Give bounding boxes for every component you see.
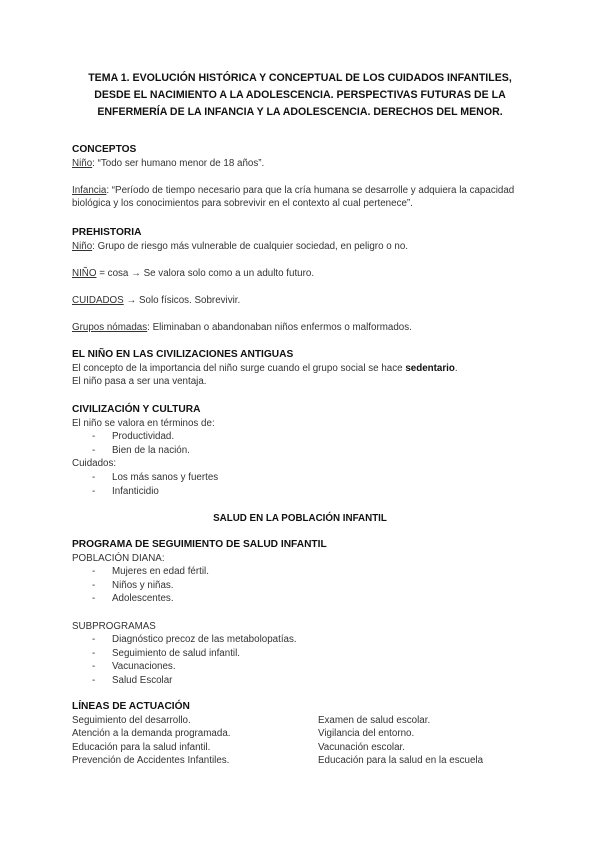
prehistoria-line-1 [72,240,528,254]
prehistoria-term-1: Niño [72,240,93,252]
conceptos-section [72,143,528,211]
lineas-right-item: Educación para la salud en la escuela [318,755,484,767]
antiguas-text-c: . [454,362,458,374]
nino-definition [72,157,528,171]
prehistoria-section [72,226,528,253]
antiguas-text-a: El concepto de la importancia del niño surge cuando el grupo social se hace [72,362,406,374]
programa-heading: PROGRAMA DE SEGUIMIENTO DE SALUD INFANTIL [72,539,327,550]
prehistoria-term-3: CUIDADOS [72,295,124,306]
subprogramas-list [72,633,528,687]
infancia-definition [72,184,528,211]
civilizacion-intro: El niño se valora en términos de: [72,417,215,429]
antiguas-line-1 [72,362,528,376]
antiguas-line-2: El niño pasa a ser una ventaja. [72,376,207,388]
lineas-right-item: Examen de salud escolar. [318,714,431,726]
prehistoria-text-2: = cosa → Se valora solo como a un adulto futuro. [96,268,315,279]
list-item [72,579,528,593]
prehistoria-line-3 [72,294,240,308]
lineas-left-item: Educación para la salud infantil. [72,741,211,753]
lineas-left-item: Prevención de Accidentes Infantiles. [72,755,230,767]
infancia-def-text: : “Período de tiempo necesario para que la cría humana se desarrolle y adquiera la capacidad biológica y los conocimientos para sobrevivir en el contexto al cual pertenece”. [72,184,515,210]
lineas-right-column [318,714,528,768]
salud-heading: SALUD EN LA POBLACIÓN INFANTIL [213,513,387,524]
document-title: TEMA 1. EVOLUCIÓN HISTÓRICA Y CONCEPTUAL DE LOS CUIDADOS INFANTILES, DESDE EL NACIMIENTO A LA ADOLESCENCIA. PERSPECTIVAS FUTURAS DE LA ENFERMERÍA DE LA INFANCIA Y LA ADOLESCENCIA. DERECHOS DEL MENOR. [88,72,512,118]
cuidados-label: Cuidados: [72,458,117,470]
programa-section [72,538,528,688]
list-item-text: Niños y niñas. [112,579,174,591]
civilizacion-heading: CIVILIZACIÓN Y CULTURA [72,404,201,415]
list-item-text: Seguimiento de salud infantil. [112,647,240,659]
antiguas-section [72,348,528,389]
list-item-text: Infanticidio [112,485,159,497]
list-item [72,660,528,674]
subprogramas-label: SUBPROGRAMAS [72,620,156,632]
cuidados-list [72,471,528,498]
list-item-text: Adolescentes. [112,593,174,605]
prehistoria-line-4 [72,321,412,335]
list-item-text: Vacunaciones. [112,661,176,673]
list-item-text: Los más sanos y fuertes [112,471,219,483]
prehistoria-text-3: → Solo físicos. Sobrevivir. [123,295,241,306]
prehistoria-text-4: : Eliminaban o abandonaban niños enfermos o malformados. [147,322,412,333]
lineas-section [72,700,312,768]
poblacion-label: POBLACIÓN DIANA: [72,552,165,564]
lineas-heading: LÍNEAS DE ACTUACIÓN [72,701,190,712]
lineas-left-item: Atención a la demanda programada. [72,728,231,740]
poblacion-list [72,565,528,606]
list-item [72,674,528,688]
lineas-left-item: Seguimiento del desarrollo. [72,714,191,726]
list-item-text: Diagnóstico precoz de las metabolopatías. [112,634,297,646]
prehistoria-term-4: Grupos nómadas [72,322,148,333]
list-item [72,633,528,647]
prehistoria-line-2 [72,267,314,281]
list-item [72,471,528,485]
prehistoria-text-1: : Grupo de riesgo más vulnerable de cualquier sociedad, en peligro o no. [92,240,409,252]
antiguas-heading: EL NIÑO EN LAS CIVILIZACIONES ANTIGUAS [72,349,294,360]
civilizacion-list [72,430,528,457]
infancia-term: Infancia [72,184,107,196]
civilizacion-section [72,403,528,498]
lineas-right-item: Vigilancia del entorno. [318,728,415,740]
list-item-text: Salud Escolar [112,674,173,686]
list-item-text: Mujeres en edad fértil. [112,566,209,578]
list-item-text: Bien de la nación. [112,444,190,456]
nino-term: Niño [72,157,93,169]
lineas-right-item: Vacunación escolar. [318,741,405,753]
list-item [72,485,528,499]
list-item [72,444,528,458]
sedentario-bold: sedentario [405,362,455,374]
list-item [72,592,528,606]
list-item [72,565,528,579]
nino-def-text: : “Todo ser humano menor de 18 años”. [92,157,265,169]
prehistoria-term-2: NIÑO [72,268,97,279]
conceptos-heading: CONCEPTOS [72,144,137,155]
list-item [72,430,528,444]
list-item-text: Productividad. [112,431,175,443]
list-item [72,647,528,661]
prehistoria-heading: PREHISTORIA [72,227,142,238]
